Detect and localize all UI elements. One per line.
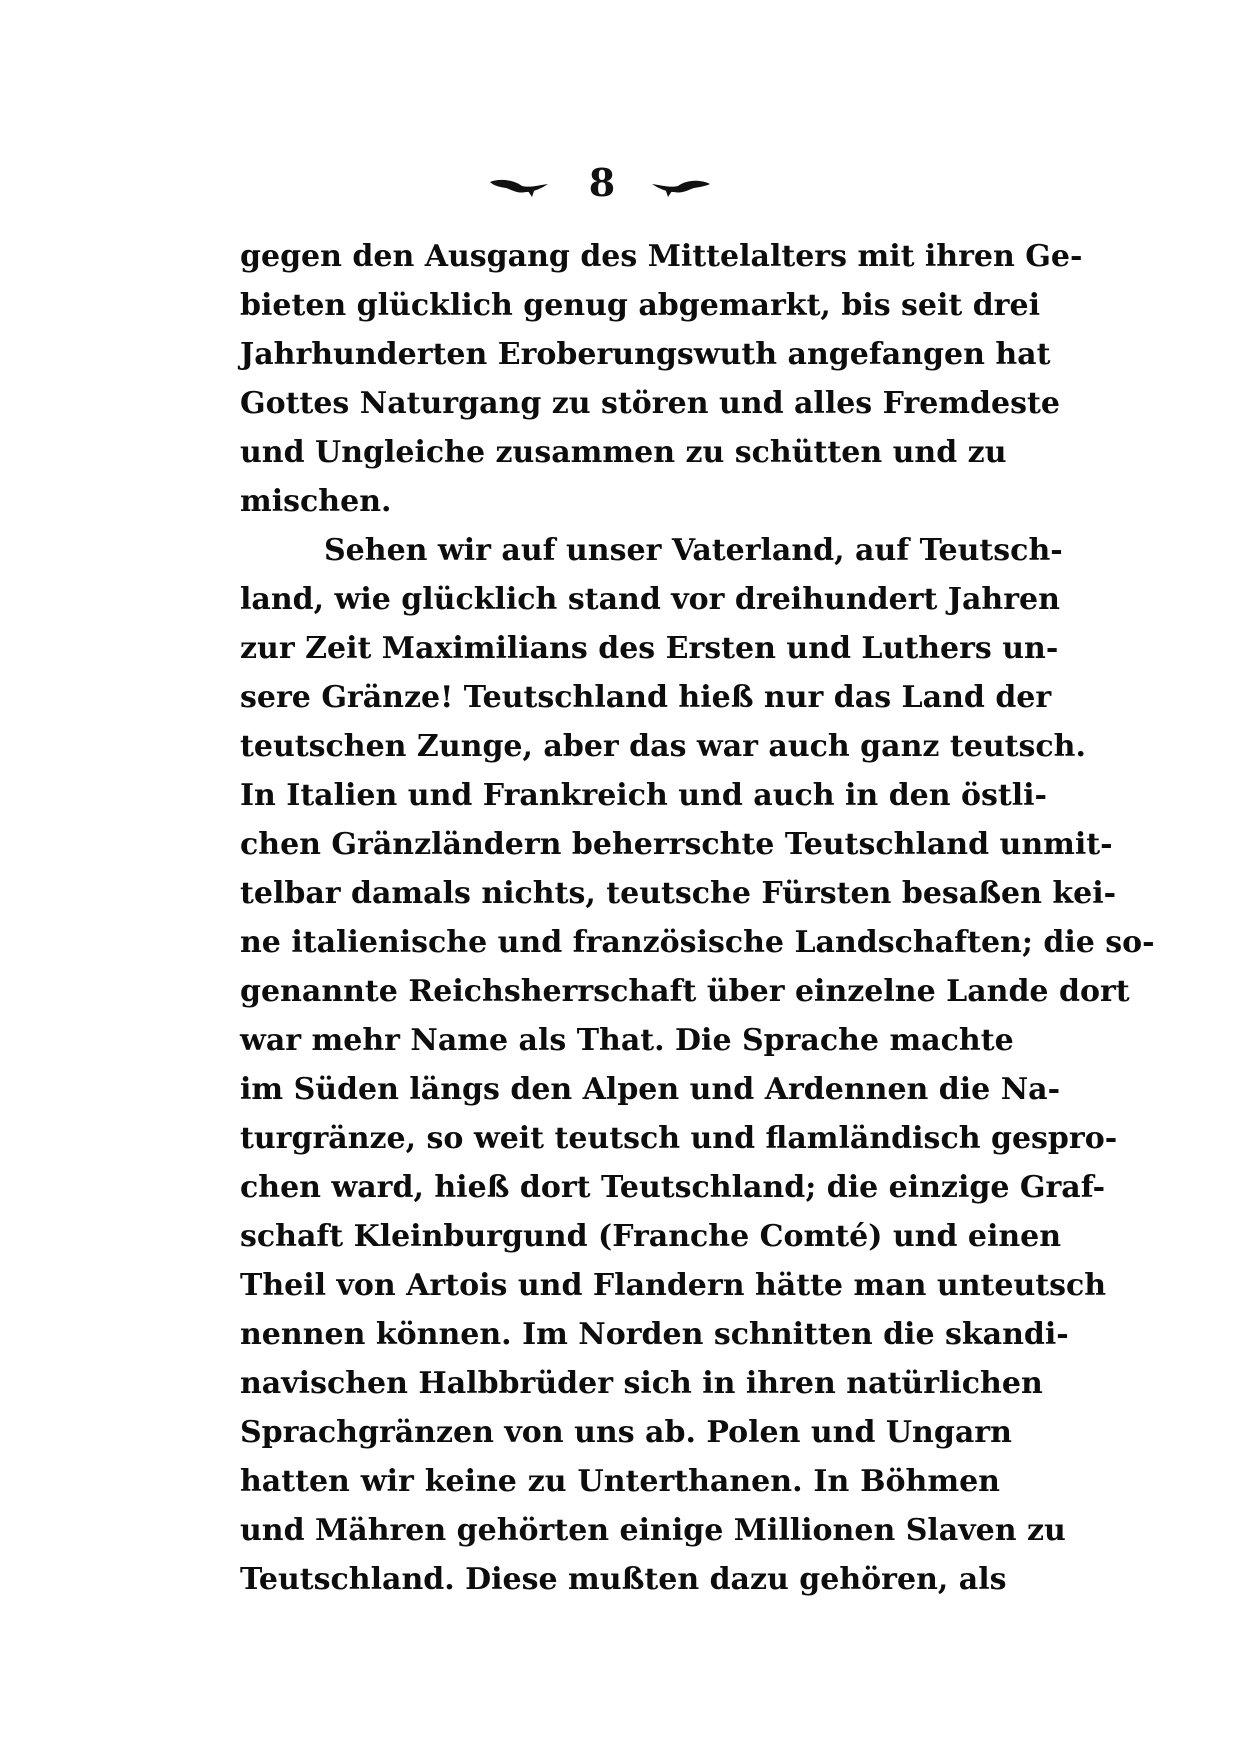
text-line: schaft Kleinburgund (Franche Comté) und einen <box>240 1219 1062 1254</box>
text-line: war mehr Name als That. Die Sprache machte <box>240 1023 1014 1058</box>
text-line: land, wie glücklich stand vor dreihundert Jahren <box>240 582 1060 617</box>
paragraph-first-line: Sehen wir auf unser Vaterland, auf Teutsch- <box>324 533 1063 568</box>
text-line: Gottes Naturgang zu stören und alles Fremdeste <box>240 386 1060 421</box>
text-line: hatten wir keine zu Unterthanen. In Böhmen <box>240 1464 1000 1499</box>
text-line: Teutschland. Diese mußten dazu gehören, als <box>240 1562 1007 1597</box>
text-line: Jahrhunderten Eroberungswuth angefangen hat <box>240 337 1051 372</box>
text-line: teutschen Zunge, aber das war auch ganz teutsch. <box>240 729 1086 764</box>
text-line: chen ward, hieß dort Teutschland; die einzige Graf- <box>240 1170 1106 1205</box>
body-text <box>240 232 1155 1604</box>
ornament-right-icon <box>650 176 712 203</box>
text-line: bieten glücklich genug abgemarkt, bis seit drei <box>240 288 1040 323</box>
page-number: 8 <box>588 160 616 205</box>
text-line: turgränze, so weit teutsch und flamländisch gespro- <box>240 1121 1118 1156</box>
text-line: genannte Reichsherrschaft über einzelne Lande dort <box>240 974 1130 1009</box>
text-line: navischen Halbbrüder sich in ihren natürlichen <box>240 1366 1043 1401</box>
text-line: In Italien und Frankreich und auch in den östli- <box>240 778 1048 813</box>
text-line: nennen können. Im Norden schnitten die skandi- <box>240 1317 1069 1352</box>
text-line: mischen. <box>240 484 392 519</box>
text-line: Theil von Artois und Flandern hätte man unteutsch <box>240 1268 1107 1303</box>
text-line: Sprachgränzen von uns ab. Polen und Ungarn <box>240 1415 1012 1450</box>
page-header <box>0 162 1241 212</box>
text-line: und Mähren gehörten einige Millionen Slaven zu <box>240 1513 1066 1548</box>
text-line: sere Gränze! Teutschland hieß nur das Land der <box>240 680 1052 715</box>
text-line: chen Gränzländern beherrschte Teutschland unmit- <box>240 827 1113 862</box>
text-line: ne italienische und französische Landschaften; die so- <box>240 925 1155 960</box>
text-line: zur Zeit Maximilians des Ersten und Luthers un- <box>240 631 1059 666</box>
text-line: telbar damals nichts, teutsche Fürsten besaßen kei- <box>240 876 1117 911</box>
ornament-left-icon <box>488 176 550 203</box>
text-line: im Süden längs den Alpen und Ardennen die Na- <box>240 1072 1061 1107</box>
text-line: und Ungleiche zusammen zu schütten und zu <box>240 435 1007 470</box>
text-line: gegen den Ausgang des Mittelalters mit ihren Ge- <box>240 239 1083 274</box>
